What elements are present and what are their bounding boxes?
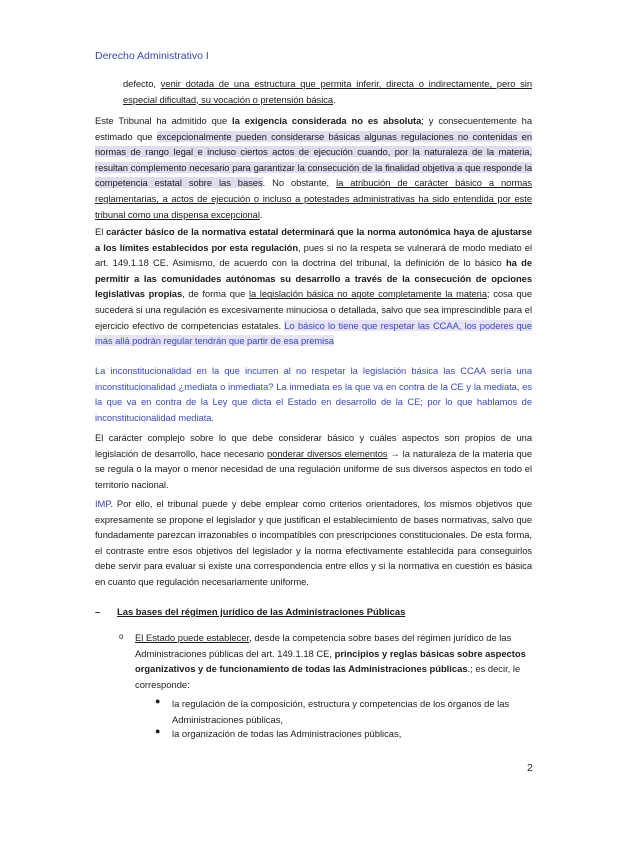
page-number: 2 (527, 762, 533, 774)
p1-bold: la exigencia considerada no es absoluta (232, 115, 422, 126)
p0-end: . (333, 93, 336, 105)
p1-text-c: ; y consecuentemente ha estimado que (95, 115, 532, 142)
p1-text-d: . No obstante, (262, 177, 337, 189)
paragraph-inconstitucionalidad: La inconstitucionalidad en la que incurren al no respetar la legislación básica las CCAA sería una inconstitucionalidad ¿mediata o inmediata? La inmediata es la que va en contra de la CE y la mediata, es la que va en contra de la Ley que dicta el Estado en desarrollo de la CE; por lo que hablamos de inconstitucionalidad mediata. (95, 365, 532, 423)
p2-text-a: El (95, 226, 107, 237)
list-item-text (135, 630, 532, 692)
p2-bold-b: carácter básico de la normativa estatal determinará que la norma autonómica haya de ajustarse a los límites establecidos por esta regulación (95, 226, 532, 253)
p1-underlined: la atribución de carácter básico a normas reglamentarias, a actos de ejecución o incluso a potestades administrativas ha sido entendida por este tribunal como una dispensa excepcional (95, 177, 532, 220)
p0-underlined: venir dotada de una estructura que permita inferir, directa o indirectamente, pero sin especial dificultad, su vocación o pretensión básica (123, 78, 532, 105)
p4-text-a: El carácter complejo sobre lo que debe considerar básico y cuáles aspectos son propios de una legislación de desarrollo, hace necesario (95, 432, 532, 459)
p1-text-a: Este Tribunal ha admitido que (95, 115, 233, 126)
p4-text-b: → la naturaleza de la materia que se regula o la mayor o menor necesidad de una regulación uniforme de sus diversos aspectos en todo el territorio nacional. (95, 447, 532, 490)
paragraph-complejo (95, 430, 532, 492)
page-header-title: Derecho Administrativo I (95, 50, 209, 62)
item1-bold: principios y reglas básicas sobre aspectos organizativos y de funcionamiento de todas las Administraciones públicas (135, 647, 526, 675)
sublist-item-text: la regulación de la composición, estructura y competencias de los órganos de las Administraciones públicas, (172, 698, 510, 725)
section-heading (95, 606, 405, 617)
p2-underlined: la legislación básica no agote completamente la materia (248, 288, 487, 300)
p2-blue-note: Lo básico lo tiene que respetar las CCAA, los poderes que más allá podrán regular tendrán que partir de esa premisa (95, 319, 532, 347)
paragraph-continuation (123, 76, 532, 107)
sublist-item-text: la organización de todas las Administraciones públicas, (172, 728, 402, 739)
item1-text-a: , desde la competencia sobre bases del régimen jurídico de las Administraciones públicas del art. 149.1.18 CE, (135, 632, 512, 659)
p1-highlight: excepcionalmente pueden considerarse básicas algunas regulaciones no contenidas en normas de rango legal e incluso ciertos actos de ejecución cuando, por la naturaleza de la materia, resultan complemento necesario para garantizar la consecución de la finalidad objetiva a que responde la competencia estatal sobre las bases (95, 130, 532, 189)
p2-text-e: , de forma que (182, 288, 249, 300)
p4-underlined: ponderar diversos elementos (267, 447, 388, 459)
dot-bullet-icon: ● (155, 726, 161, 736)
item1-underlined: El Estado puede establecer (135, 632, 250, 643)
section-dash: – (95, 606, 101, 617)
p0-text: defecto, (123, 78, 161, 89)
p5-text: . Por ello, el tribunal puede y debe emplear como criterios orientadores, los mismos objetivos que expresamente se propone el legislador y que justifican el establecimiento de bases normativas, salvo que fundadamente parezcan irrazonables o incompatibles con prescripciones constitucionales. De esta forma, el contraste entre esos objetivos del legislador y la norma efectivamente establecida para conseguirlos debe servir para evaluar si existe una correspondencia entre ellos y si la normativa en cuestión es básica en cuanto que regulación necesariamente uniforme. (95, 498, 532, 587)
p1-text-e: . (259, 208, 263, 220)
dot-bullet-icon: ● (155, 696, 161, 706)
p2-text-c: , pues si no la respeta se vulnerará de modo mediato el art. 149.1.18 CE. Asimismo, de acuerdo con la doctrina del tribunal, la definición de lo básico (95, 241, 532, 269)
item1-text-c: .; es decir, le corresponde: (135, 663, 521, 690)
imp-label: IMP (95, 498, 111, 509)
section-title: Las bases del régimen jurídico de las Administraciones Públicas (117, 606, 406, 617)
p2-bold-d: ha de permitir a las comunidades autónomas su desarrollo a través de la consecución de opciones legislativas propias (95, 257, 532, 300)
paragraph-caracter-basico (95, 224, 532, 349)
circle-bullet-icon: o (119, 632, 124, 641)
paragraph-imp (95, 496, 532, 590)
paragraph-tribunal (95, 113, 532, 222)
p2-text-f: ; cosa que sucederá si una regulación es excesivamente minuciosa o detallada, salvo que sea imprescindible para el ejercicio efectivo de competencias estatales. (95, 288, 532, 331)
